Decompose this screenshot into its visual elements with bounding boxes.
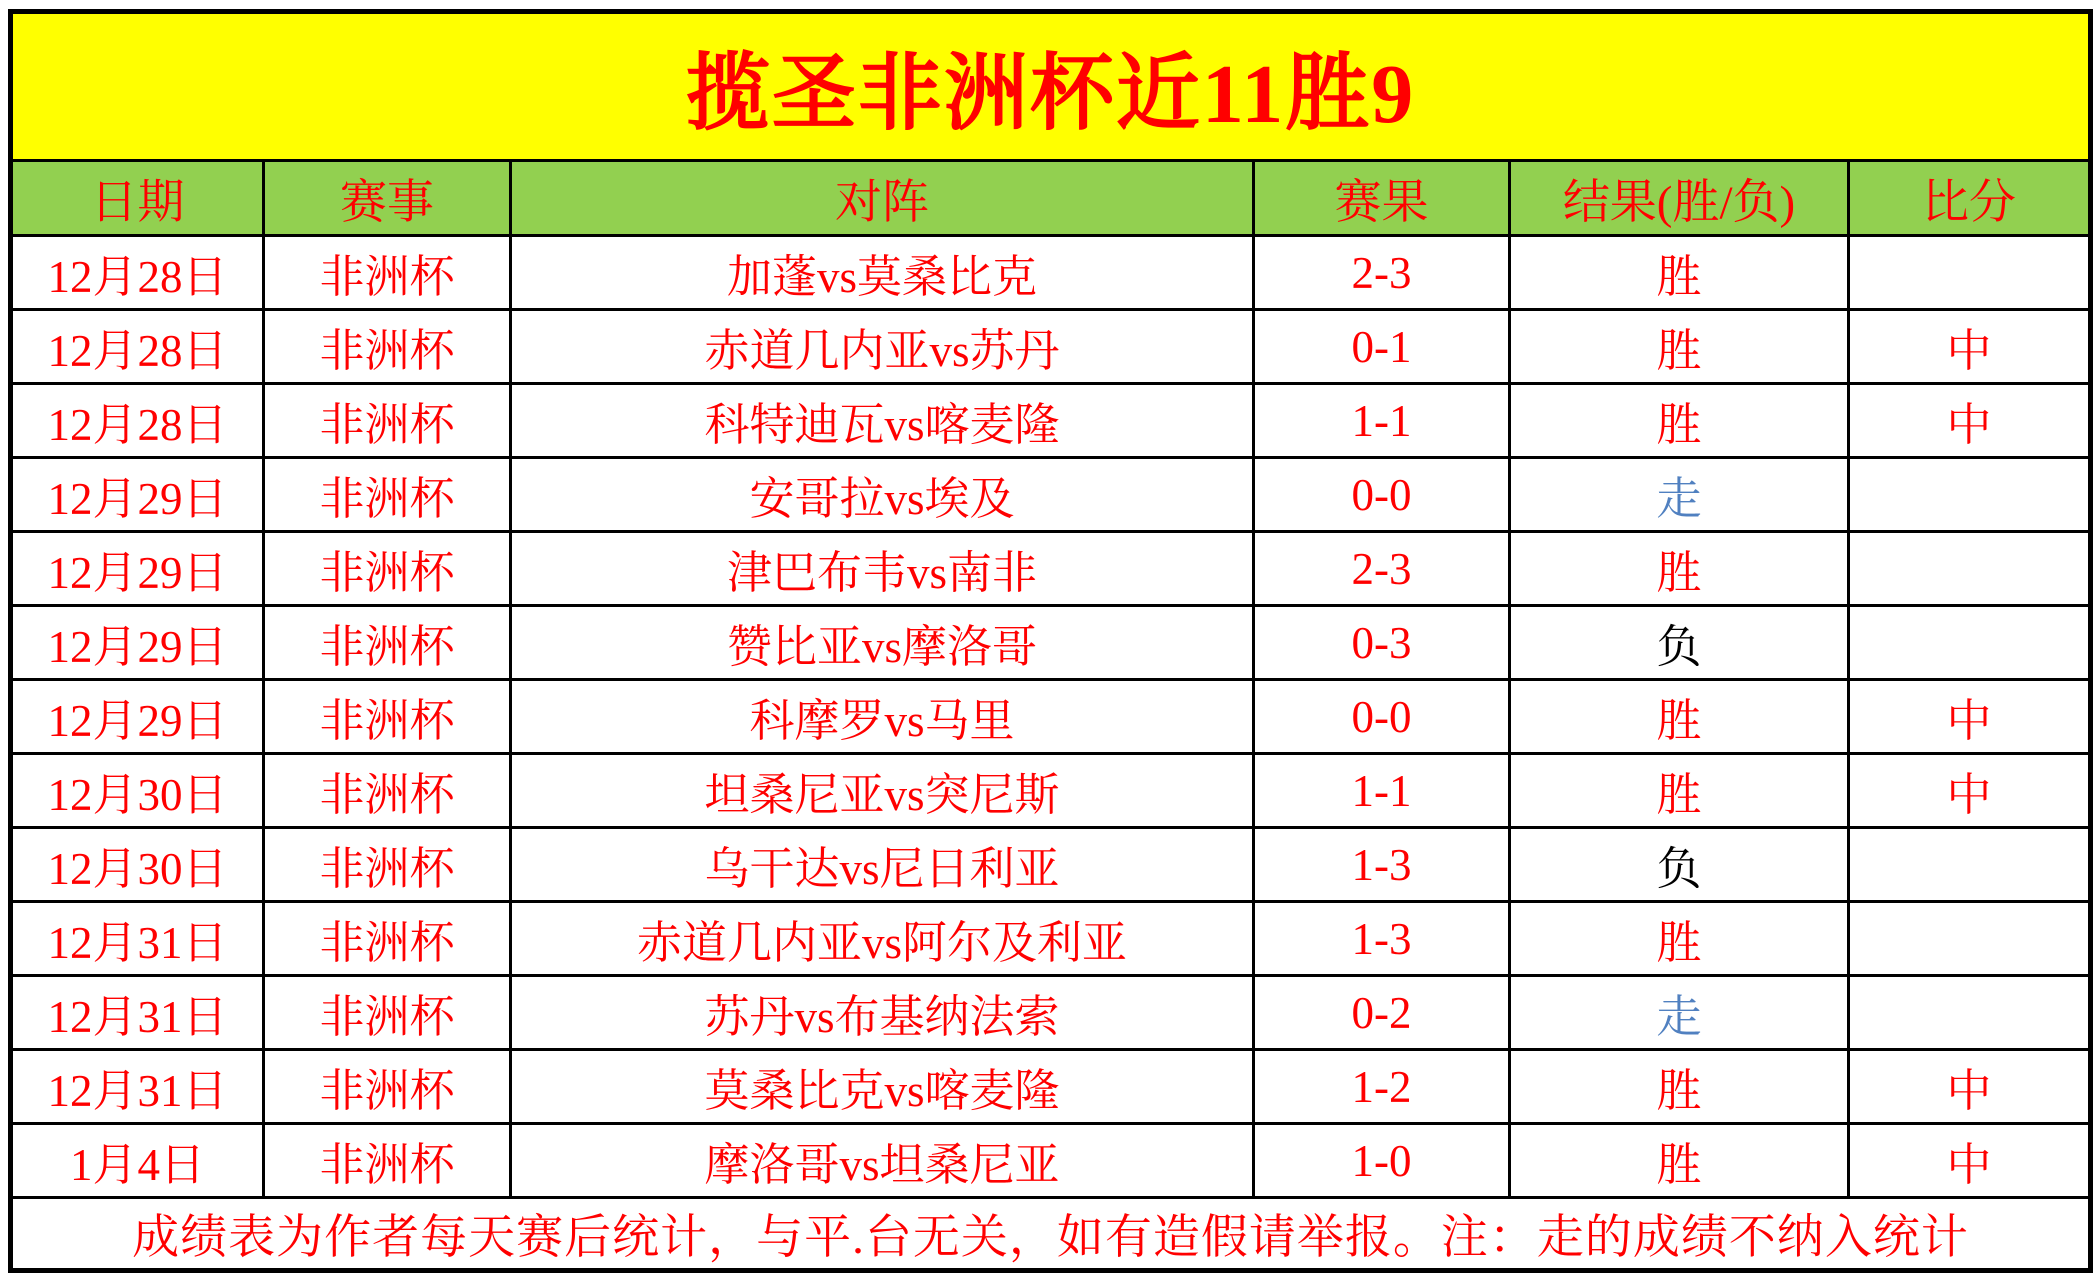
hit-cell: 中 [1849, 1124, 2091, 1198]
result-cell: 胜 [1510, 236, 1849, 310]
match-cell: 乌干达vs尼日利亚 [511, 828, 1254, 902]
match-cell: 津巴布韦vs南非 [511, 532, 1254, 606]
event-cell: 非洲杯 [264, 310, 511, 384]
hit-cell [1849, 236, 2091, 310]
table-row [11, 754, 2091, 828]
date-cell: 12月31日 [11, 902, 264, 976]
event-cell: 非洲杯 [264, 754, 511, 828]
hit-cell: 中 [1849, 310, 2091, 384]
score-cell: 1-1 [1254, 754, 1510, 828]
result-cell: 胜 [1510, 310, 1849, 384]
hit-cell [1849, 976, 2091, 1050]
match-cell: 赤道几内亚vs阿尔及利亚 [511, 902, 1254, 976]
match-cell: 苏丹vs布基纳法索 [511, 976, 1254, 1050]
table-row [11, 1050, 2091, 1124]
event-cell: 非洲杯 [264, 532, 511, 606]
table-row [11, 680, 2091, 754]
col-header-date: 日期 [11, 161, 264, 236]
hit-cell: 中 [1849, 680, 2091, 754]
match-cell: 科特迪瓦vs喀麦隆 [511, 384, 1254, 458]
table-row [11, 976, 2091, 1050]
result-cell: 胜 [1510, 902, 1849, 976]
match-cell: 安哥拉vs埃及 [511, 458, 1254, 532]
col-header-score: 赛果 [1254, 161, 1510, 236]
score-cell: 0-3 [1254, 606, 1510, 680]
header-row [11, 161, 2091, 236]
result-cell: 胜 [1510, 384, 1849, 458]
hit-cell [1849, 606, 2091, 680]
hit-cell: 中 [1849, 1050, 2091, 1124]
match-cell: 赞比亚vs摩洛哥 [511, 606, 1254, 680]
date-cell: 12月28日 [11, 236, 264, 310]
event-cell: 非洲杯 [264, 606, 511, 680]
date-cell: 12月29日 [11, 458, 264, 532]
col-header-event: 赛事 [264, 161, 511, 236]
match-cell: 加蓬vs莫桑比克 [511, 236, 1254, 310]
event-cell: 非洲杯 [264, 828, 511, 902]
footer-row [11, 1198, 2091, 1271]
date-cell: 12月29日 [11, 606, 264, 680]
match-cell: 赤道几内亚vs苏丹 [511, 310, 1254, 384]
date-cell: 12月30日 [11, 828, 264, 902]
match-cell: 坦桑尼亚vs突尼斯 [511, 754, 1254, 828]
result-cell: 胜 [1510, 680, 1849, 754]
event-cell: 非洲杯 [264, 458, 511, 532]
score-cell: 2-3 [1254, 532, 1510, 606]
result-cell: 负 [1510, 828, 1849, 902]
result-cell: 负 [1510, 606, 1849, 680]
score-cell: 1-3 [1254, 828, 1510, 902]
col-header-hit: 比分 [1849, 161, 2091, 236]
result-cell: 胜 [1510, 532, 1849, 606]
result-cell: 胜 [1510, 754, 1849, 828]
hit-cell [1849, 458, 2091, 532]
date-cell: 12月31日 [11, 976, 264, 1050]
event-cell: 非洲杯 [264, 1124, 511, 1198]
event-cell: 非洲杯 [264, 680, 511, 754]
match-cell: 莫桑比克vs喀麦隆 [511, 1050, 1254, 1124]
score-cell: 1-0 [1254, 1124, 1510, 1198]
score-cell: 0-0 [1254, 458, 1510, 532]
footer-note: 成绩表为作者每天赛后统计，与平.台无关，如有造假请举报。注：走的成绩不纳入统计 [11, 1198, 2091, 1271]
event-cell: 非洲杯 [264, 902, 511, 976]
table-row [11, 532, 2091, 606]
date-cell: 12月28日 [11, 384, 264, 458]
score-cell: 0-0 [1254, 680, 1510, 754]
event-cell: 非洲杯 [264, 384, 511, 458]
score-cell: 1-2 [1254, 1050, 1510, 1124]
table-row [11, 1124, 2091, 1198]
event-cell: 非洲杯 [264, 1050, 511, 1124]
hit-cell [1849, 828, 2091, 902]
score-cell: 0-1 [1254, 310, 1510, 384]
result-cell: 走 [1510, 458, 1849, 532]
result-cell: 走 [1510, 976, 1849, 1050]
date-cell: 12月31日 [11, 1050, 264, 1124]
table-row [11, 606, 2091, 680]
event-cell: 非洲杯 [264, 976, 511, 1050]
result-cell: 胜 [1510, 1124, 1849, 1198]
table-row [11, 384, 2091, 458]
hit-cell: 中 [1849, 754, 2091, 828]
title-row [11, 12, 2091, 161]
table-row [11, 310, 2091, 384]
hit-cell [1849, 902, 2091, 976]
date-cell: 12月29日 [11, 532, 264, 606]
match-cell: 科摩罗vs马里 [511, 680, 1254, 754]
col-header-result: 结果(胜/负) [1510, 161, 1849, 236]
score-cell: 0-2 [1254, 976, 1510, 1050]
date-cell: 1月4日 [11, 1124, 264, 1198]
table-row [11, 828, 2091, 902]
hit-cell: 中 [1849, 384, 2091, 458]
table-row [11, 458, 2091, 532]
results-table [8, 9, 2093, 1273]
match-cell: 摩洛哥vs坦桑尼亚 [511, 1124, 1254, 1198]
table-row [11, 236, 2091, 310]
score-cell: 2-3 [1254, 236, 1510, 310]
event-cell: 非洲杯 [264, 236, 511, 310]
table-row [11, 902, 2091, 976]
date-cell: 12月29日 [11, 680, 264, 754]
score-cell: 1-1 [1254, 384, 1510, 458]
page-title: 揽圣非洲杯近11胜9 [11, 12, 2091, 161]
date-cell: 12月28日 [11, 310, 264, 384]
result-cell: 胜 [1510, 1050, 1849, 1124]
date-cell: 12月30日 [11, 754, 264, 828]
score-cell: 1-3 [1254, 902, 1510, 976]
col-header-match: 对阵 [511, 161, 1254, 236]
hit-cell [1849, 532, 2091, 606]
